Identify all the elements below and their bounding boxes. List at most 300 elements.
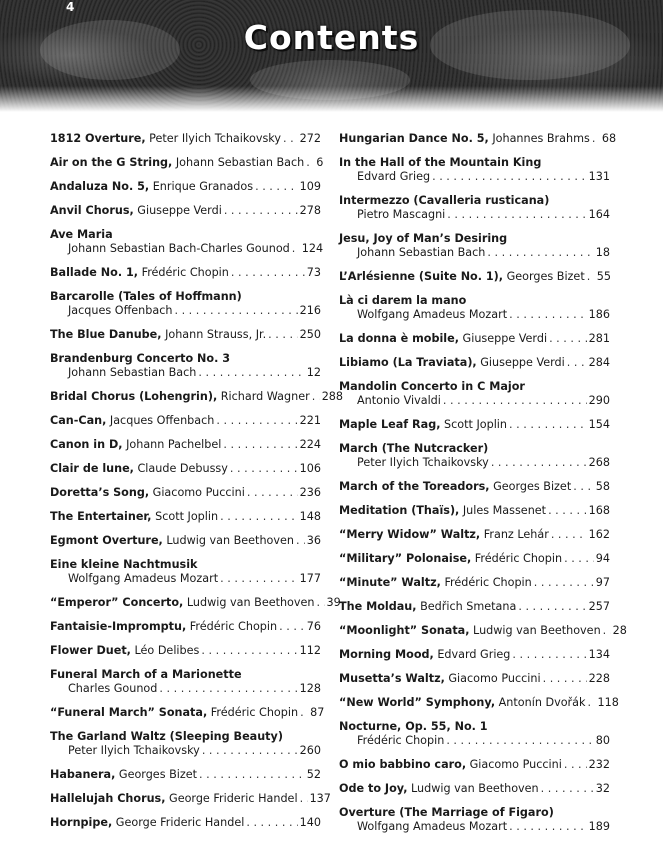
page-ref: 164 <box>588 208 610 221</box>
page-ref: 36 <box>306 534 321 547</box>
piece-title: Doretta’s Song, <box>50 486 150 499</box>
dot-leader <box>548 504 587 518</box>
page-ref: 216 <box>299 304 321 317</box>
piece-title: The Moldau, <box>339 600 417 613</box>
toc-entry <box>50 352 321 380</box>
piece-title: L’Arlésienne (Suite No. 1), <box>339 270 504 283</box>
composer-name: Peter Ilyich Tchaikovsky <box>68 744 200 757</box>
page-ref: 154 <box>588 418 610 431</box>
page-ref: 58 <box>595 480 610 493</box>
dot-leader <box>592 132 600 146</box>
page-ref: 221 <box>299 414 321 427</box>
toc-entry-line <box>339 576 610 590</box>
piece-title: Ode to Joy, <box>339 782 408 795</box>
dot-leader <box>198 366 304 380</box>
piece-title: Hallelujah Chorus, <box>50 792 166 805</box>
toc-entry-line <box>50 792 331 806</box>
piece-title: La donna è mobile, <box>339 332 459 345</box>
toc-entry-detail-line <box>50 744 321 758</box>
toc-entry <box>339 806 610 834</box>
dot-leader <box>549 332 587 346</box>
toc-entry-detail-line <box>50 682 321 696</box>
toc-entry-line <box>339 552 610 566</box>
toc-entry <box>339 600 610 614</box>
dot-leader <box>220 510 298 524</box>
dot-leader <box>201 644 297 658</box>
page-ref: 224 <box>299 438 321 451</box>
dot-leader <box>174 304 297 318</box>
dot-leader <box>518 600 586 614</box>
piece-title: Eine kleine Nachtmusik <box>50 558 198 571</box>
piece-title: Can-Can, <box>50 414 107 427</box>
dot-leader <box>443 394 587 408</box>
toc-entry-line <box>339 480 610 494</box>
toc-entry-detail-line <box>339 394 610 408</box>
toc-entry <box>339 194 610 222</box>
toc-entry-detail-line <box>50 366 321 380</box>
toc-entry <box>50 768 321 782</box>
piece-title: Libiamo (La Traviata), <box>339 356 477 369</box>
toc-entry-line <box>50 596 341 610</box>
composer-name: Enrique Granados <box>152 180 254 193</box>
piece-title: The Entertainer, <box>50 510 152 523</box>
page-ref: 68 <box>601 132 617 145</box>
toc-entry-line <box>339 672 610 686</box>
page-ref: 106 <box>299 462 321 475</box>
dot-leader <box>224 204 298 218</box>
toc-entry-detail-line <box>339 170 610 184</box>
toc-entry <box>50 156 324 170</box>
composer-name: Johannes Brahms <box>492 132 590 145</box>
toc-entry <box>339 356 610 370</box>
toc-entry <box>50 486 321 500</box>
piece-title: Flower Duet, <box>50 644 131 657</box>
dot-leader <box>487 246 593 260</box>
page-ref: 281 <box>588 332 610 345</box>
composer-name: Scott Joplin <box>444 418 508 431</box>
composer-name: Claude Debussy <box>137 462 228 475</box>
composer-name: Frédéric Chopin <box>141 266 229 279</box>
piece-title: Meditation (Thaïs), <box>339 504 460 517</box>
toc-entry-title-line <box>339 294 610 308</box>
page-ref: 288 <box>321 390 344 403</box>
toc-entry <box>50 792 331 806</box>
composer-name: George Frideric Handel <box>115 816 245 829</box>
dot-leader <box>567 356 587 370</box>
dot-leader <box>551 528 587 542</box>
toc-entry <box>339 132 617 146</box>
toc-entry <box>50 414 321 428</box>
toc-entry-line <box>50 204 321 218</box>
page-ref: 250 <box>299 328 321 341</box>
page-ref: 162 <box>588 528 610 541</box>
toc-entry <box>339 442 610 470</box>
dot-leader <box>199 768 305 782</box>
toc-entry-line <box>339 332 610 346</box>
page-title: Contents <box>243 18 420 57</box>
composer-name: Ludwig van Beethoven <box>411 782 539 795</box>
dot-leader <box>509 308 587 322</box>
contents-left-column <box>50 132 344 840</box>
toc-entry-title-line <box>50 730 321 744</box>
piece-title: “Merry Widow” Waltz, <box>339 528 481 541</box>
piece-title: Habanera, <box>50 768 116 781</box>
toc-entry <box>339 648 610 662</box>
composer-name: Richard Wagner <box>220 390 310 403</box>
page-ref: 278 <box>299 204 321 217</box>
toc-entry-title-line <box>339 720 610 734</box>
composer-name: Georges Bizet <box>493 480 572 493</box>
toc-entry-title-line <box>339 442 610 456</box>
toc-entry <box>339 418 610 432</box>
toc-entry-title-line <box>339 156 610 170</box>
toc-entry-detail-line <box>50 304 321 318</box>
dot-leader <box>230 462 298 476</box>
toc-entry-line <box>50 414 321 428</box>
piece-title: The Blue Danube, <box>50 328 162 341</box>
piece-title: Egmont Overture, <box>50 534 163 547</box>
dot-leader <box>541 782 594 796</box>
composer-name: Franz Lehár <box>483 528 549 541</box>
piece-title: Ballade No. 1, <box>50 266 139 279</box>
composer-name: Giacomo Puccini <box>469 758 562 771</box>
page-ref: 97 <box>595 576 610 589</box>
toc-entry <box>50 668 321 696</box>
dot-leader <box>247 486 298 500</box>
toc-entry <box>50 730 321 758</box>
toc-entry-line <box>50 816 321 830</box>
dot-leader <box>306 156 314 170</box>
toc-entry-line <box>339 624 627 638</box>
piece-title: Fantaisie-Impromptu, <box>50 620 187 633</box>
toc-entry-detail-line <box>339 208 610 222</box>
toc-entry <box>339 270 610 284</box>
page-ref: 284 <box>588 356 610 369</box>
dot-leader <box>296 534 305 548</box>
composer-name: Edvard Grieg <box>437 648 511 661</box>
page-ref: 128 <box>299 682 321 695</box>
dot-leader <box>268 328 298 342</box>
toc-entry-line <box>50 486 321 500</box>
toc-entry-title-line <box>339 232 610 246</box>
toc-entry-line <box>50 328 321 342</box>
toc-entry-line <box>339 418 610 432</box>
piece-title: Mandolin Concerto in C Major <box>339 380 525 393</box>
toc-entry <box>50 558 321 586</box>
page-ref: 134 <box>588 648 610 661</box>
toc-entry-detail-line <box>339 308 610 322</box>
composer-name: Giacomo Puccini <box>152 486 245 499</box>
composer-name: Jacques Offenbach <box>109 414 215 427</box>
piece-title: 1812 Overture, <box>50 132 146 145</box>
piece-title: The Garland Waltz (Sleeping Beauty) <box>50 730 283 743</box>
toc-entry-detail-line <box>339 734 610 748</box>
composer-name: Frédéric Chopin <box>474 552 563 565</box>
toc-entry-detail-line <box>339 820 610 834</box>
dot-leader <box>202 744 298 758</box>
composer-name: Ludwig van Beethoven <box>186 596 315 609</box>
composer-name: Ludwig van Beethoven <box>473 624 601 637</box>
composer-name: Charles Gounod <box>68 682 158 695</box>
piece-title: “Military” Polonaise, <box>339 552 472 565</box>
page-ref: 87 <box>310 706 325 719</box>
composer-name: Wolfgang Amadeus Mozart <box>357 820 508 833</box>
page-ref: 12 <box>306 366 321 379</box>
dot-leader <box>300 706 308 720</box>
piece-title: Là ci darem la mano <box>339 294 467 307</box>
page-ref: 228 <box>588 672 610 685</box>
composer-name: Scott Joplin <box>155 510 219 523</box>
banner-fade <box>0 86 663 112</box>
piece-title: In the Hall of the Mountain King <box>339 156 542 169</box>
page-ref: 6 <box>316 156 324 169</box>
toc-entry <box>50 180 321 194</box>
piece-title: Bridal Chorus (Lohengrin), <box>50 390 218 403</box>
composer-name: Léo Delibes <box>134 644 200 657</box>
toc-entry-line <box>50 706 325 720</box>
composer-name: Wolfgang Amadeus Mozart <box>68 572 219 585</box>
dot-leader <box>231 266 305 280</box>
piece-title: Jesu, Joy of Man’s Desiring <box>339 232 508 245</box>
page-ref: 28 <box>612 624 627 637</box>
composer-name: Giuseppe Verdi <box>480 356 565 369</box>
page-ref: 32 <box>595 782 610 795</box>
toc-entry-line <box>339 528 610 542</box>
composer-name: Frédéric Chopin <box>444 576 532 589</box>
page-ref: 272 <box>299 132 321 145</box>
dot-leader <box>509 418 587 432</box>
toc-entry-line <box>50 620 321 634</box>
toc-entry-title-line <box>50 352 321 366</box>
toc-entry <box>50 290 321 318</box>
toc-entry <box>50 816 321 830</box>
toc-entry <box>50 706 325 720</box>
toc-entry-title-line <box>339 380 610 394</box>
toc-entry <box>339 576 610 590</box>
dot-leader <box>255 180 298 194</box>
toc-entry-line <box>339 270 610 284</box>
toc-entry <box>339 782 610 796</box>
dot-leader <box>317 596 325 610</box>
page-ref: 124 <box>301 242 324 255</box>
composer-name: Johann Sebastian Bach <box>175 156 305 169</box>
page-ref: 52 <box>306 768 321 781</box>
piece-title: Hungarian Dance No. 5, <box>339 132 489 145</box>
toc-entry <box>50 534 321 548</box>
toc-entry-line <box>50 510 321 524</box>
toc-entry-title-line <box>339 806 610 820</box>
piece-title: Andaluza No. 5, <box>50 180 150 193</box>
page-ref: 73 <box>306 266 321 279</box>
toc-entry-line <box>50 534 321 548</box>
piece-title: Brandenburg Concerto No. 3 <box>50 352 231 365</box>
contents-right-column <box>339 132 627 844</box>
page-ref: 55 <box>596 270 611 283</box>
dot-leader <box>491 456 587 470</box>
composer-name: Frédéric Chopin <box>210 706 299 719</box>
toc-entry-line <box>50 180 321 194</box>
toc-entry <box>50 438 321 452</box>
toc-entry <box>339 294 610 322</box>
piece-title: Barcarolle (Tales of Hoffmann) <box>50 290 242 303</box>
toc-entry-line <box>339 648 610 662</box>
composer-name: Peter Ilyich Tchaikovsky <box>149 132 281 145</box>
toc-entry <box>50 228 324 256</box>
piece-title: Anvil Chorus, <box>50 204 134 217</box>
page-ref: 112 <box>299 644 321 657</box>
page-ref: 80 <box>595 734 610 747</box>
toc-entry-title-line <box>50 228 321 242</box>
dot-leader <box>292 242 300 256</box>
composer-name: Frédéric Chopin <box>189 620 278 633</box>
toc-entry <box>50 510 321 524</box>
toc-entry-detail-line <box>339 456 610 470</box>
toc-entry-line <box>50 390 344 404</box>
toc-entry-line <box>339 782 610 796</box>
piece-title: Hornpipe, <box>50 816 113 829</box>
page-ref: 257 <box>588 600 610 613</box>
page-ref: 268 <box>588 456 610 469</box>
page-number: 4 <box>66 0 75 14</box>
dot-leader <box>432 170 587 184</box>
toc-entry <box>339 332 610 346</box>
dot-leader <box>534 576 594 590</box>
toc-entry <box>339 156 610 184</box>
page-ref: 109 <box>299 180 321 193</box>
composer-name: Jules Massenet <box>462 504 547 517</box>
toc-entry-title-line <box>50 668 321 682</box>
composer-name: Johann Pachelbel <box>126 438 222 451</box>
toc-entry-title-line <box>50 290 321 304</box>
page-ref: 18 <box>595 246 610 259</box>
toc-entry <box>50 328 321 342</box>
toc-entry <box>339 552 610 566</box>
toc-entry-title-line <box>339 194 610 208</box>
piece-title: Maple Leaf Rag, <box>339 418 441 431</box>
piece-title: March of the Toreadors, <box>339 480 490 493</box>
toc-entry-detail-line <box>339 246 610 260</box>
composer-name: Georges Bizet <box>506 270 585 283</box>
dot-leader <box>246 816 297 830</box>
piece-title: Intermezzo (Cavalleria rusticana) <box>339 194 550 207</box>
toc-entry <box>339 624 627 638</box>
dot-leader <box>446 734 593 748</box>
toc-entry-line <box>50 768 321 782</box>
piece-title: Nocturne, Op. 55, No. 1 <box>339 720 488 733</box>
toc-entry-line <box>50 462 321 476</box>
dot-leader <box>220 572 298 586</box>
composer-name: Pietro Mascagni <box>357 208 446 221</box>
composer-name: Giuseppe Verdi <box>462 332 548 345</box>
page-ref: 168 <box>588 504 610 517</box>
page-ref: 232 <box>588 758 610 771</box>
toc-entry <box>50 462 321 476</box>
composer-name: Frédéric Chopin <box>357 734 445 747</box>
toc-entry <box>50 644 321 658</box>
piece-title: Canon in D, <box>50 438 123 451</box>
toc-entry-line <box>339 696 619 710</box>
page-ref: 137 <box>309 792 331 805</box>
dot-leader <box>312 390 320 404</box>
toc-entry <box>50 132 321 146</box>
dot-leader <box>512 648 586 662</box>
piece-title: Musetta’s Waltz, <box>339 672 445 685</box>
piece-title: Funeral March of a Marionette <box>50 668 242 681</box>
toc-entry <box>339 672 610 686</box>
page-ref: 39 <box>326 596 341 609</box>
page-ref: 148 <box>299 510 321 523</box>
page-ref: 186 <box>588 308 610 321</box>
piece-title: “Minute” Waltz, <box>339 576 441 589</box>
toc-entry <box>339 232 610 260</box>
toc-entry <box>50 620 321 634</box>
page-ref: 131 <box>588 170 610 183</box>
composer-name: Giacomo Puccini <box>448 672 541 685</box>
toc-entry-line <box>50 132 321 146</box>
toc-entry-line <box>339 356 610 370</box>
piece-title: Overture (The Marriage of Figaro) <box>339 806 554 819</box>
piece-title: “Moonlight” Sonata, <box>339 624 470 637</box>
dot-leader <box>159 682 297 696</box>
dot-leader <box>300 792 308 806</box>
toc-entry <box>50 266 321 280</box>
piece-title: Air on the G String, <box>50 156 173 169</box>
dot-leader <box>564 552 594 566</box>
toc-entry-line <box>50 156 324 170</box>
composer-name: Bedřich Smetana <box>420 600 517 613</box>
toc-entry <box>339 480 610 494</box>
dot-leader <box>573 480 594 494</box>
dot-leader <box>587 696 595 710</box>
toc-entry <box>339 720 610 748</box>
toc-entry-line <box>50 266 321 280</box>
dot-leader <box>447 208 586 222</box>
toc-entry <box>339 528 610 542</box>
composer-name: Ludwig van Beethoven <box>166 534 294 547</box>
composer-name: Georges Bizet <box>118 768 198 781</box>
page-ref: 76 <box>306 620 321 633</box>
toc-entry-line <box>339 504 610 518</box>
dot-leader <box>223 438 297 452</box>
toc-entry-line <box>339 758 610 772</box>
dot-leader <box>283 132 298 146</box>
dot-leader <box>564 758 587 772</box>
composer-name: Antonio Vivaldi <box>357 394 441 407</box>
toc-entry-line <box>50 438 321 452</box>
composer-name: Antonín Dvořák <box>498 696 586 709</box>
piece-title: Clair de lune, <box>50 462 134 475</box>
piece-title: March (The Nutcracker) <box>339 442 489 455</box>
toc-entry <box>339 696 619 710</box>
composer-name: Johann Strauss, Jr. <box>165 328 267 341</box>
composer-name: Giuseppe Verdi <box>137 204 222 217</box>
composer-name: Jacques Offenbach <box>68 304 173 317</box>
page-ref: 118 <box>597 696 619 709</box>
toc-entry <box>339 380 610 408</box>
page-ref: 260 <box>299 744 321 757</box>
toc-entry-line <box>339 600 610 614</box>
composer-name: George Frideric Handel <box>169 792 298 805</box>
composer-name: Johann Sebastian Bach <box>357 246 486 259</box>
composer-name: Edvard Grieg <box>357 170 431 183</box>
page-ref: 177 <box>299 572 321 585</box>
composer-name: Peter Ilyich Tchaikovsky <box>357 456 489 469</box>
composer-name: Wolfgang Amadeus Mozart <box>357 308 508 321</box>
toc-entry <box>50 204 321 218</box>
dot-leader <box>603 624 611 638</box>
toc-entry <box>339 504 610 518</box>
composer-name: Johann Sebastian Bach <box>68 366 197 379</box>
